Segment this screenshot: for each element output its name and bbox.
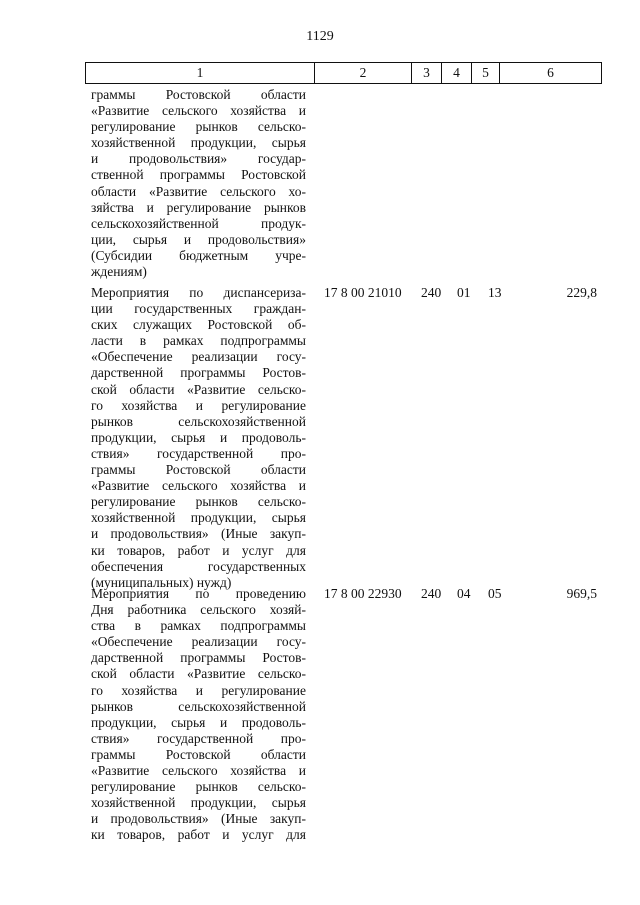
description-line: хозяйственной продукции, сырья <box>91 510 306 526</box>
description-line: го хозяйства и регулирование <box>91 682 306 698</box>
description-line: ции государственных граждан- <box>91 301 306 317</box>
description-line: ственной программы Ростовской <box>91 167 306 183</box>
description-line: области «Развитие сельского хо- <box>91 183 306 199</box>
description-line: «Развитие сельского хозяйства и <box>91 478 306 494</box>
description-line: и продовольствия» (Иные закуп- <box>91 811 306 827</box>
amount: 229,8 <box>566 285 597 300</box>
description-line: дарственной программы Ростов- <box>91 650 306 666</box>
description-line: и продовольствия» (Иные закуп- <box>91 526 306 542</box>
description-line: обеспечения государственных <box>91 558 306 574</box>
description-line: регулирование рынков сельско- <box>91 119 306 135</box>
header-col-1: 1 <box>196 65 204 80</box>
header-col-6: 6 <box>499 63 601 83</box>
description-line: ции, сырья и продовольствия» <box>91 231 306 247</box>
description-line: Дня работника сельского хозяй- <box>91 602 306 618</box>
description-line: рынков сельскохозяйственной <box>91 698 306 714</box>
description-line: «Развитие сельского хозяйства и <box>91 103 306 119</box>
header-col-4: 4 <box>441 63 471 83</box>
description-line: Мероприятия по диспансериза- <box>91 285 306 300</box>
description-line: хозяйственной продукции, сырья <box>91 795 306 811</box>
header-col-2: 2 <box>314 63 411 83</box>
description-line: (Субсидии бюджетным учре- <box>91 247 306 263</box>
target-article-code: 17 8 00 21010 <box>324 285 402 300</box>
description-line: «Обеспечение реализации госу- <box>91 349 306 365</box>
description-line: граммы Ростовской области <box>91 462 306 478</box>
description-line: рынков сельскохозяйственной <box>91 413 306 429</box>
subsection: 13 <box>488 285 502 300</box>
description-line: «Развитие сельского хозяйства и <box>91 763 306 779</box>
description-line: сельскохозяйственной продук- <box>91 215 306 231</box>
description-line: ки товаров, работ и услуг для <box>91 542 306 558</box>
description-line: го хозяйства и регулирование <box>91 397 306 413</box>
row-description <box>91 586 306 844</box>
description-line: и продовольствия» государ- <box>91 151 306 167</box>
description-line: хозяйственной продукции, сырья <box>91 135 306 151</box>
description-line: ской области «Развитие сельско- <box>91 666 306 682</box>
description-line: ласти в рамках подпрограммы <box>91 333 306 349</box>
expense-type: 240 <box>421 285 442 300</box>
page-number: 1129 <box>306 29 334 44</box>
description-line: регулирование рынков сельско- <box>91 779 306 795</box>
description-line: ской области «Развитие сельско- <box>91 381 306 397</box>
description-line: продукции, сырья и продоволь- <box>91 714 306 730</box>
table-header-row <box>85 62 602 84</box>
amount: 969,5 <box>566 586 597 601</box>
description-line: ждениям) <box>91 264 147 280</box>
section: 01 <box>457 285 471 300</box>
description-line: ствия» государственной про- <box>91 445 306 461</box>
description-line: «Обеспечение реализации госу- <box>91 634 306 650</box>
header-col-5: 5 <box>471 63 499 83</box>
section: 04 <box>457 586 471 601</box>
expense-type: 240 <box>421 586 442 601</box>
description-line: Мероприятия по проведению <box>91 586 306 601</box>
description-line: граммы Ростовской области <box>91 87 306 102</box>
description-line: ки товаров, работ и услуг для <box>91 827 306 843</box>
description-line: продукции, сырья и продоволь- <box>91 429 306 445</box>
description-line: зяйства и регулирование рынков <box>91 199 306 215</box>
description-line: (муниципальных) нужд) <box>91 574 232 590</box>
description-line: дарственной программы Ростов- <box>91 365 306 381</box>
row-description <box>91 285 306 591</box>
description-line: ствия» государственной про- <box>91 730 306 746</box>
target-article-code: 17 8 00 22930 <box>324 586 402 601</box>
description-line: ства в рамках подпрограммы <box>91 618 306 634</box>
description-line: граммы Ростовской области <box>91 746 306 762</box>
description-line: ских служащих Ростовской об- <box>91 317 306 333</box>
header-col-3: 3 <box>411 63 441 83</box>
subsection: 05 <box>488 586 502 601</box>
row-description <box>91 87 306 280</box>
description-line: регулирование рынков сельско- <box>91 494 306 510</box>
